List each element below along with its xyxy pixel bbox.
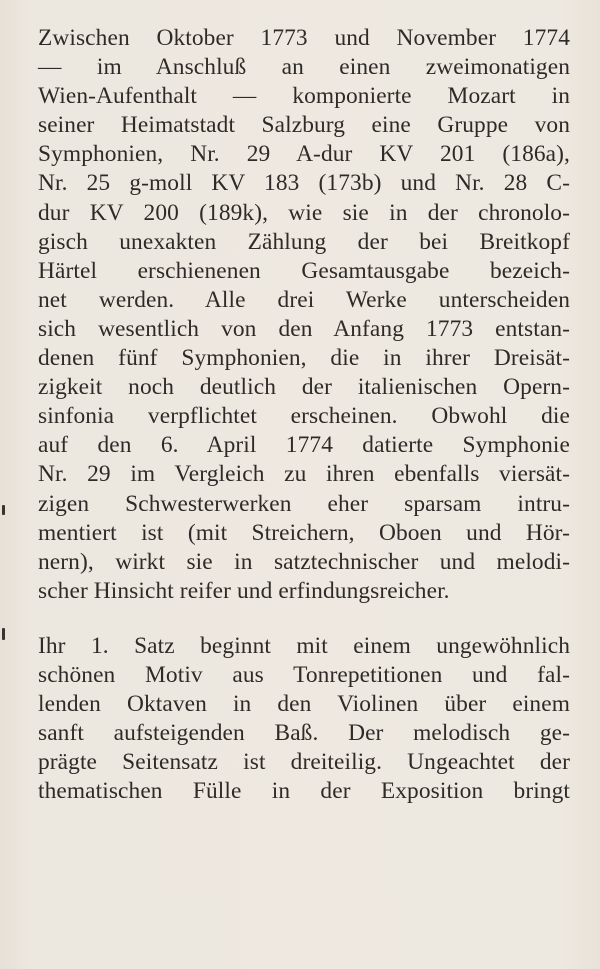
text-line: Härtel erschienenen Gesamtausgabe bezeich- [38, 257, 570, 284]
text-line: gisch unexakten Zählung der bei Breitkopf [38, 228, 570, 255]
text-line: zigen Schwesterwerken eher sparsam intru- [38, 490, 570, 517]
text-line: seiner Heimatstadt Salzburg eine Gruppe von [38, 112, 570, 139]
margin-mark [2, 628, 5, 640]
text-line: — im Anschluß an einen zweimonatigen [38, 54, 570, 81]
paragraph-2 [38, 632, 570, 807]
text-line: schönen Motiv aus Tonrepetitionen und fal- [38, 662, 570, 689]
text-line: Symphonien, Nr. 29 A-dur KV 201 (186a), [38, 141, 570, 168]
text-line: Wien-Aufenthalt — komponierte Mozart in [38, 83, 570, 110]
text-line: sinfonia verpflichtet erscheinen. Obwohl die [38, 403, 570, 430]
text-line: sanft aufsteigenden Baß. Der melodisch ge- [38, 720, 570, 747]
text-line: auf den 6. April 1774 datierte Symphonie [38, 432, 570, 459]
text-line: prägte Seitensatz ist dreiteilig. Ungeachtet der [38, 749, 570, 776]
text-line: net werden. Alle drei Werke unterscheiden [38, 286, 570, 313]
text-line: sich wesentlich von den Anfang 1773 entstan- [38, 315, 570, 342]
text-line: Ihr 1. Satz beginnt mit einem ungewöhnlich [38, 633, 570, 659]
margin-mark [2, 505, 5, 515]
text-line: thematischen Fülle in der Exposition bringt [38, 778, 570, 805]
text-line: zigkeit noch deutlich der italienischen Opern- [38, 374, 570, 401]
text-line: lenden Oktaven in den Violinen über einem [38, 691, 570, 718]
text-line: mentiert ist (mit Streichern, Oboen und Hör- [38, 519, 570, 546]
text-line: Nr. 29 im Vergleich zu ihren ebenfalls viersät- [38, 461, 570, 488]
text-line: denen fünf Symphonien, die in ihrer Dreisät- [38, 345, 570, 372]
text-line: Nr. 25 g-moll KV 183 (173b) und Nr. 28 C- [38, 170, 570, 197]
text-line: dur KV 200 (189k), wie sie in der chronolo- [38, 199, 570, 226]
text-line: nern), wirkt sie in satztechnischer und melodi- [38, 548, 570, 575]
text-line: Zwischen Oktober 1773 und November 1774 [38, 25, 570, 51]
paragraph-1 [38, 24, 570, 606]
text-line: scher Hinsicht reifer und erfindungsreicher. [38, 577, 450, 604]
